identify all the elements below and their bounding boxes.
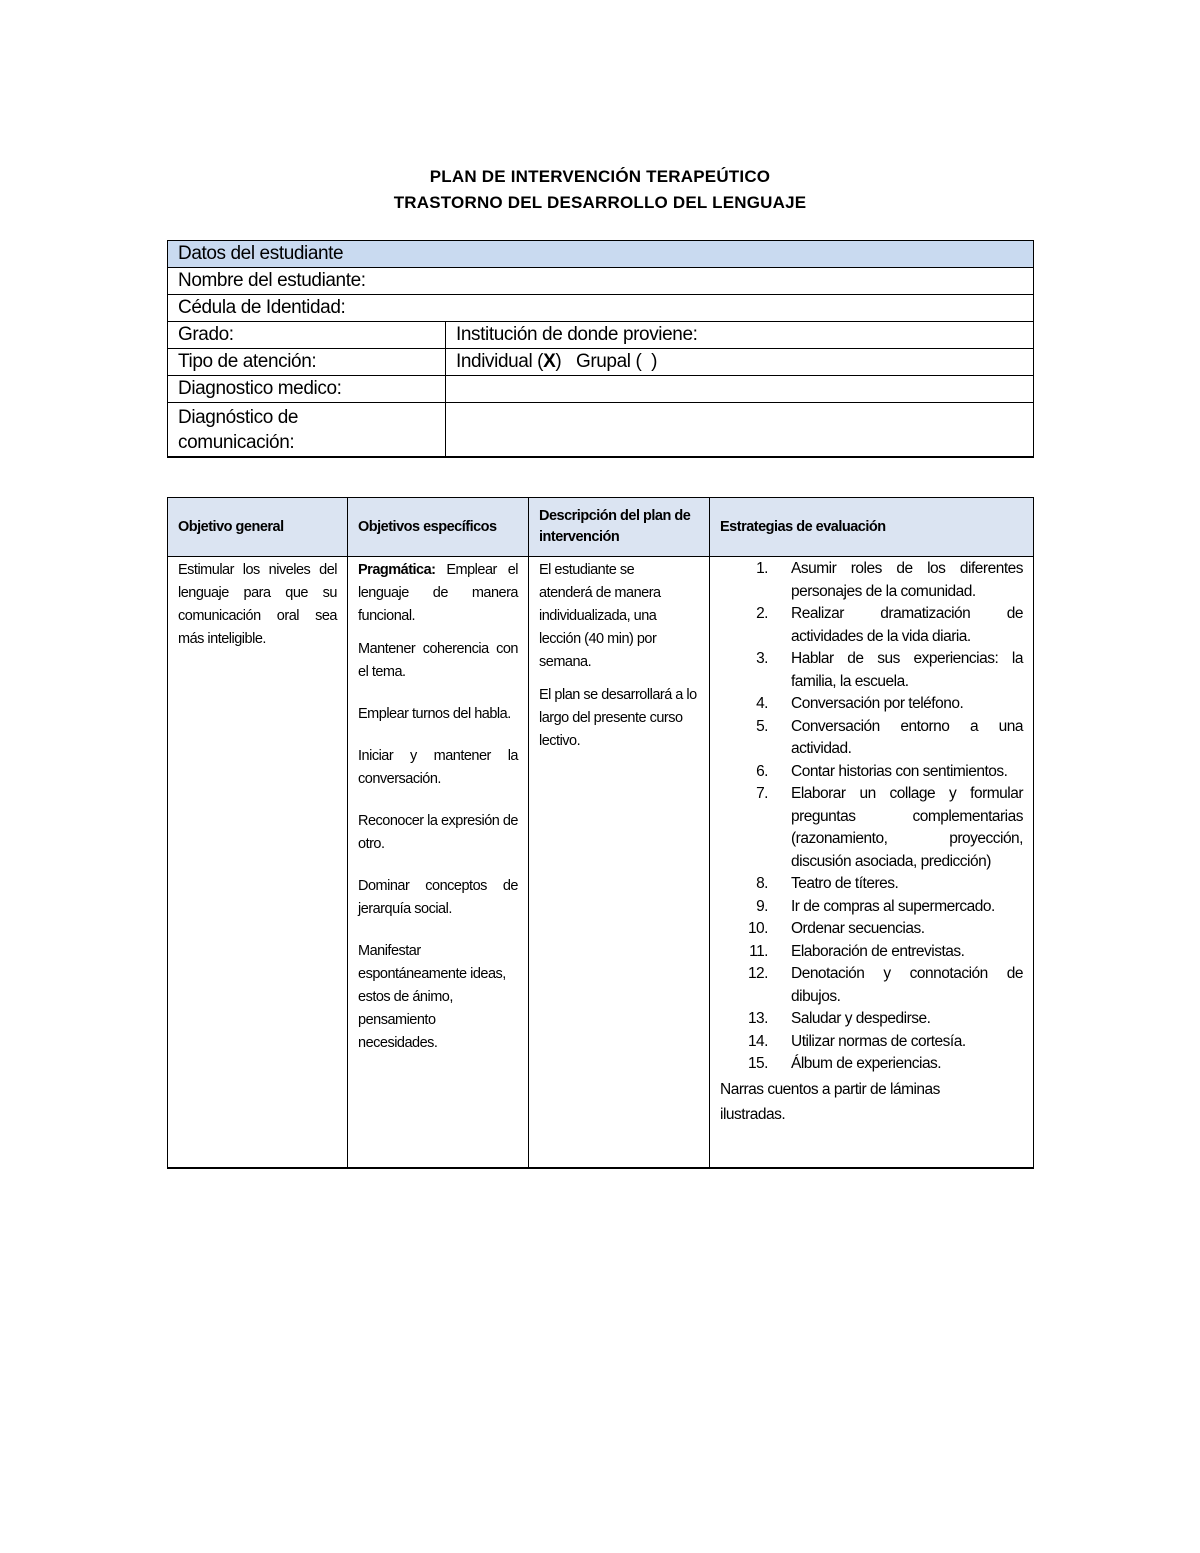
- plan-description-paragraph: El estudiante se atenderá de manera individualizada, una lección (40 min) por semana.: [539, 562, 661, 670]
- specific-objective-pragmatics: [358, 559, 518, 628]
- strategy-number: 1.: [756, 560, 768, 577]
- communication-diagnosis-label: [168, 403, 446, 458]
- strategy-item: [720, 941, 1023, 964]
- strategy-text: Elaboración de entrevistas.: [791, 942, 965, 960]
- strategy-item: [720, 896, 1023, 919]
- evaluation-strategies-cell: [710, 557, 1034, 1169]
- document-subtitle: TRASTORNO DEL DESARROLLO DEL LENGUAJE: [393, 193, 807, 212]
- specific-objective-item: Mantener coherencia con el tema.: [358, 641, 518, 680]
- strategy-item: [720, 1031, 1023, 1054]
- header-plan-description: Descripción del plan de intervención: [529, 498, 710, 557]
- attention-type-label: Tipo de atención:: [168, 349, 446, 376]
- strategy-text: Ordenar secuencias.: [791, 920, 925, 937]
- strategy-item: [720, 783, 1023, 873]
- header-evaluation-strategies: Estrategias de evaluación: [710, 498, 1034, 557]
- strategies-closing-text: Narras cuentos a partir de láminas ilustradas.: [720, 1080, 940, 1123]
- student-data-header: Datos del estudiante: [168, 241, 1034, 268]
- student-id-field[interactable]: Cédula de Identidad:: [168, 295, 1034, 322]
- communication-diagnosis-label-line2: comunicación:: [178, 431, 295, 453]
- strategy-number: 14.: [747, 1032, 768, 1050]
- student-name-field[interactable]: Nombre del estudiante:: [168, 268, 1034, 295]
- strategy-item: [720, 873, 1023, 896]
- specific-objective-item: Manifestar espontáneamente ideas, estos de ánimo, pensamiento necesidades.: [358, 943, 506, 1051]
- pragmatics-text: Emplear el lenguaje de manera funcional.: [358, 562, 518, 624]
- pragmatics-label: Pragmática:: [358, 562, 436, 578]
- attention-individual-mark: X: [543, 351, 556, 372]
- strategy-number: 5.: [756, 717, 768, 735]
- strategy-text: Álbum de experiencias.: [791, 1055, 942, 1072]
- medical-diagnosis-value[interactable]: [446, 376, 1034, 403]
- strategy-number: 3.: [756, 650, 768, 667]
- plan-description-paragraph: El plan se desarrollará a lo largo del presente curso lectivo.: [539, 687, 697, 749]
- strategy-number: 6.: [756, 762, 768, 780]
- header-general-objective: Objetivo general: [168, 498, 348, 557]
- general-objective-cell: [168, 557, 348, 1169]
- header-specific-objectives: Objetivos específicos: [348, 498, 529, 557]
- strategy-number: 15.: [747, 1055, 768, 1072]
- institution-field[interactable]: Institución de donde proviene:: [446, 322, 1034, 349]
- strategy-text: Saludar y despedirse.: [791, 1010, 931, 1027]
- strategy-text: Conversación entorno a una actividad.: [791, 717, 1023, 757]
- strategy-text: Teatro de títeres.: [791, 875, 899, 892]
- strategy-item: [720, 648, 1023, 693]
- strategy-text: Denotación y connotación de dibujos.: [791, 965, 1023, 1005]
- strategy-item: [720, 693, 1023, 716]
- strategy-text: Elaborar un collage y formular preguntas complementarias (razonamiento, proyección, discusión asociada, predicción): [791, 785, 1023, 870]
- strategy-number: 9.: [756, 897, 768, 915]
- strategy-text: Contar historias con sentimientos.: [791, 762, 1008, 780]
- strategy-item: [720, 558, 1023, 603]
- strategy-item: [720, 1008, 1023, 1031]
- grade-field[interactable]: Grado:: [168, 322, 446, 349]
- strategy-text: Hablar de sus experiencias: la familia, la escuela.: [791, 650, 1023, 690]
- strategy-number: 11.: [749, 942, 768, 960]
- specific-objective-item: Emplear turnos del habla.: [358, 706, 511, 722]
- strategy-number: 13.: [747, 1010, 768, 1027]
- strategy-item: [720, 1053, 1023, 1076]
- document-title: PLAN DE INTERVENCIÓN TERAPEÚTICO: [429, 167, 771, 186]
- strategy-item: [720, 716, 1023, 761]
- strategy-item: [720, 761, 1023, 784]
- strategy-number: 8.: [756, 875, 768, 892]
- evaluation-strategies-list: [720, 558, 1023, 1076]
- strategy-item: [720, 963, 1023, 1008]
- plan-description-cell: [529, 557, 710, 1169]
- communication-diagnosis-value[interactable]: [446, 403, 1034, 458]
- attention-type-options[interactable]: [446, 349, 1034, 376]
- strategy-text: Realizar dramatización de actividades de la vida diaria.: [791, 605, 1023, 645]
- strategy-number: 10.: [747, 920, 768, 937]
- strategy-number: 2.: [756, 605, 768, 622]
- general-objective-text: Estimular los niveles del lenguaje para que su comunicación oral sea más inteligible.: [178, 562, 337, 647]
- specific-objective-item: Reconocer la expresión de otro.: [358, 813, 518, 852]
- strategy-number: 4.: [756, 695, 768, 712]
- specific-objective-item: Dominar conceptos de jerarquía social.: [358, 878, 518, 917]
- intervention-plan-table: [167, 497, 1034, 1169]
- student-data-table: [167, 240, 1034, 458]
- specific-objectives-cell: [348, 557, 529, 1169]
- strategy-number: 12.: [747, 965, 768, 982]
- strategy-text: Conversación por teléfono.: [791, 695, 964, 712]
- attention-group-option: ) Grupal ( ): [555, 351, 658, 372]
- strategy-item: [720, 918, 1023, 941]
- strategy-item: [720, 603, 1023, 648]
- strategy-text: Asumir roles de los diferentes personajes de la comunidad.: [791, 560, 1023, 600]
- medical-diagnosis-label: Diagnostico medico:: [168, 376, 446, 403]
- specific-objective-item: Iniciar y mantener la conversación.: [358, 748, 518, 787]
- strategy-text: Ir de compras al supermercado.: [791, 897, 995, 915]
- communication-diagnosis-label-line1: Diagnóstico de: [178, 406, 299, 428]
- strategy-number: 7.: [756, 785, 768, 802]
- strategy-text: Utilizar normas de cortesía.: [791, 1032, 966, 1050]
- attention-individual-option: Individual (: [456, 351, 544, 372]
